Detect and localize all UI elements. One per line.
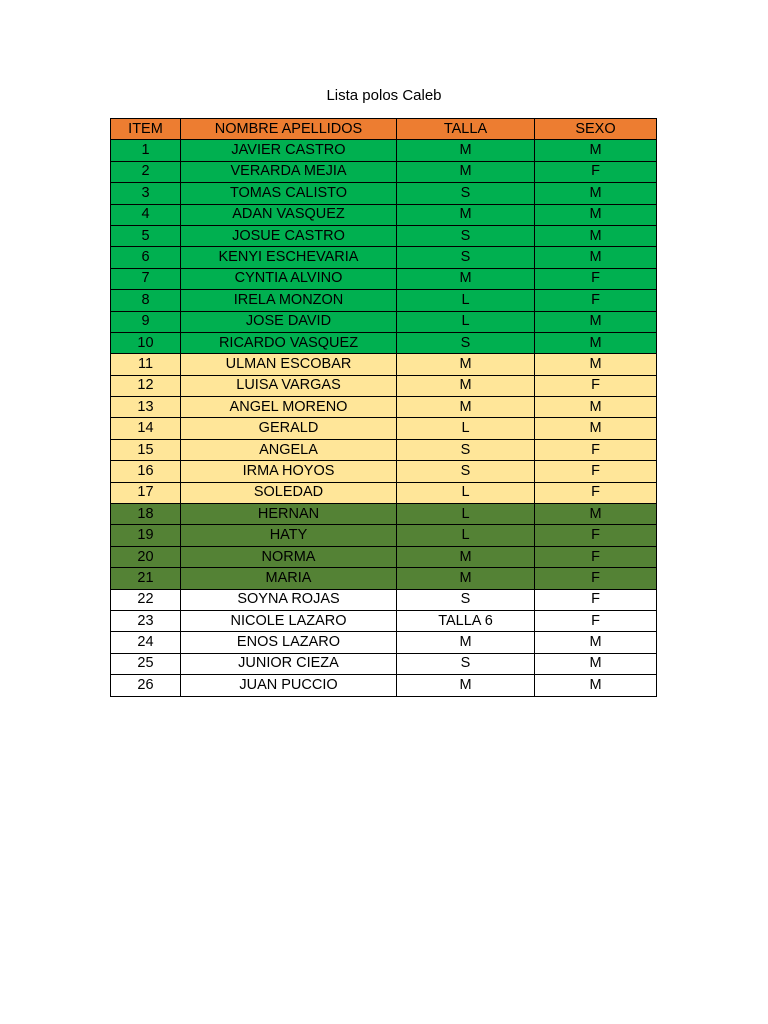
table-row (111, 504, 657, 525)
cell-item: 23 (111, 610, 181, 631)
cell-item: 17 (111, 482, 181, 503)
cell-size: M (397, 546, 535, 567)
cell-size: M (397, 140, 535, 161)
cell-size: M (397, 632, 535, 653)
cell-sex: M (535, 204, 657, 225)
cell-size: S (397, 653, 535, 674)
cell-name: IRMA HOYOS (181, 461, 397, 482)
cell-item: 5 (111, 225, 181, 246)
cell-name: JAVIER CASTRO (181, 140, 397, 161)
cell-size: S (397, 461, 535, 482)
cell-name: NICOLE LAZARO (181, 610, 397, 631)
table-row (111, 140, 657, 161)
table-row (111, 418, 657, 439)
cell-sex: F (535, 290, 657, 311)
table-row (111, 354, 657, 375)
cell-item: 10 (111, 332, 181, 353)
cell-name: NORMA (181, 546, 397, 567)
cell-sex: M (535, 354, 657, 375)
header-sex: SEXO (535, 119, 657, 140)
table-row (111, 461, 657, 482)
cell-sex: M (535, 225, 657, 246)
cell-size: L (397, 482, 535, 503)
cell-size: L (397, 290, 535, 311)
cell-sex: M (535, 140, 657, 161)
cell-item: 15 (111, 439, 181, 460)
table-row (111, 653, 657, 674)
cell-name: CYNTIA ALVINO (181, 268, 397, 289)
cell-item: 22 (111, 589, 181, 610)
cell-item: 26 (111, 675, 181, 696)
cell-item: 21 (111, 568, 181, 589)
cell-item: 12 (111, 375, 181, 396)
cell-item: 20 (111, 546, 181, 567)
cell-sex: M (535, 311, 657, 332)
cell-sex: F (535, 568, 657, 589)
cell-size: L (397, 504, 535, 525)
cell-name: RICARDO VASQUEZ (181, 332, 397, 353)
cell-item: 24 (111, 632, 181, 653)
cell-name: HERNAN (181, 504, 397, 525)
cell-sex: M (535, 504, 657, 525)
cell-item: 1 (111, 140, 181, 161)
header-item: ITEM (111, 119, 181, 140)
table-row (111, 525, 657, 546)
cell-sex: M (535, 418, 657, 439)
page-title: Lista polos Caleb (326, 87, 442, 104)
table-row (111, 161, 657, 182)
table-row (111, 311, 657, 332)
cell-sex: F (535, 546, 657, 567)
cell-name: ULMAN ESCOBAR (181, 354, 397, 375)
cell-name: JUAN PUCCIO (181, 675, 397, 696)
cell-sex: F (535, 439, 657, 460)
cell-sex: M (535, 183, 657, 204)
cell-size: M (397, 675, 535, 696)
cell-item: 25 (111, 653, 181, 674)
table-row (111, 225, 657, 246)
table-header-row (111, 119, 657, 140)
table-row (111, 268, 657, 289)
cell-name: JOSE DAVID (181, 311, 397, 332)
cell-sex: F (535, 589, 657, 610)
cell-sex: F (535, 161, 657, 182)
cell-item: 11 (111, 354, 181, 375)
cell-size: M (397, 568, 535, 589)
cell-name: TOMAS CALISTO (181, 183, 397, 204)
cell-size: S (397, 439, 535, 460)
cell-item: 7 (111, 268, 181, 289)
cell-name: ADAN VASQUEZ (181, 204, 397, 225)
cell-item: 2 (111, 161, 181, 182)
cell-name: JOSUE CASTRO (181, 225, 397, 246)
header-name: NOMBRE APELLIDOS (181, 119, 397, 140)
table-row (111, 247, 657, 268)
cell-size: S (397, 247, 535, 268)
cell-size: S (397, 589, 535, 610)
cell-name: SOLEDAD (181, 482, 397, 503)
cell-size: M (397, 397, 535, 418)
cell-size: M (397, 268, 535, 289)
table-row (111, 675, 657, 696)
cell-name: JUNIOR CIEZA (181, 653, 397, 674)
cell-sex: F (535, 268, 657, 289)
table-row (111, 290, 657, 311)
cell-name: VERARDA MEJIA (181, 161, 397, 182)
cell-name: IRELA MONZON (181, 290, 397, 311)
table-row (111, 568, 657, 589)
cell-item: 8 (111, 290, 181, 311)
cell-sex: F (535, 525, 657, 546)
table-row (111, 632, 657, 653)
cell-sex: F (535, 461, 657, 482)
cell-size: S (397, 225, 535, 246)
table-body (111, 140, 657, 696)
cell-sex: F (535, 482, 657, 503)
cell-size: M (397, 161, 535, 182)
table-row (111, 397, 657, 418)
cell-name: ANGELA (181, 439, 397, 460)
cell-item: 19 (111, 525, 181, 546)
table-row (111, 332, 657, 353)
cell-item: 4 (111, 204, 181, 225)
cell-item: 18 (111, 504, 181, 525)
cell-item: 13 (111, 397, 181, 418)
cell-size: TALLA 6 (397, 610, 535, 631)
cell-sex: M (535, 397, 657, 418)
cell-size: S (397, 183, 535, 204)
cell-sex: F (535, 375, 657, 396)
cell-size: M (397, 204, 535, 225)
table-row (111, 482, 657, 503)
cell-sex: M (535, 332, 657, 353)
cell-name: LUISA VARGAS (181, 375, 397, 396)
table-row (111, 589, 657, 610)
cell-sex: M (535, 653, 657, 674)
cell-name: MARIA (181, 568, 397, 589)
header-size: TALLA (397, 119, 535, 140)
cell-size: S (397, 332, 535, 353)
cell-sex: F (535, 610, 657, 631)
cell-size: L (397, 525, 535, 546)
cell-name: GERALD (181, 418, 397, 439)
cell-sex: M (535, 675, 657, 696)
table-row (111, 183, 657, 204)
cell-size: M (397, 354, 535, 375)
cell-item: 16 (111, 461, 181, 482)
cell-sex: M (535, 632, 657, 653)
table-row (111, 439, 657, 460)
cell-size: L (397, 418, 535, 439)
cell-item: 6 (111, 247, 181, 268)
cell-size: M (397, 375, 535, 396)
cell-name: ANGEL MORENO (181, 397, 397, 418)
cell-item: 14 (111, 418, 181, 439)
cell-size: L (397, 311, 535, 332)
cell-name: HATY (181, 525, 397, 546)
polos-table (110, 118, 657, 697)
cell-sex: M (535, 247, 657, 268)
table-row (111, 610, 657, 631)
table-row (111, 546, 657, 567)
cell-name: SOYNA ROJAS (181, 589, 397, 610)
table-row (111, 375, 657, 396)
cell-name: KENYI ESCHEVARIA (181, 247, 397, 268)
cell-name: ENOS LAZARO (181, 632, 397, 653)
cell-item: 9 (111, 311, 181, 332)
table-row (111, 204, 657, 225)
cell-item: 3 (111, 183, 181, 204)
